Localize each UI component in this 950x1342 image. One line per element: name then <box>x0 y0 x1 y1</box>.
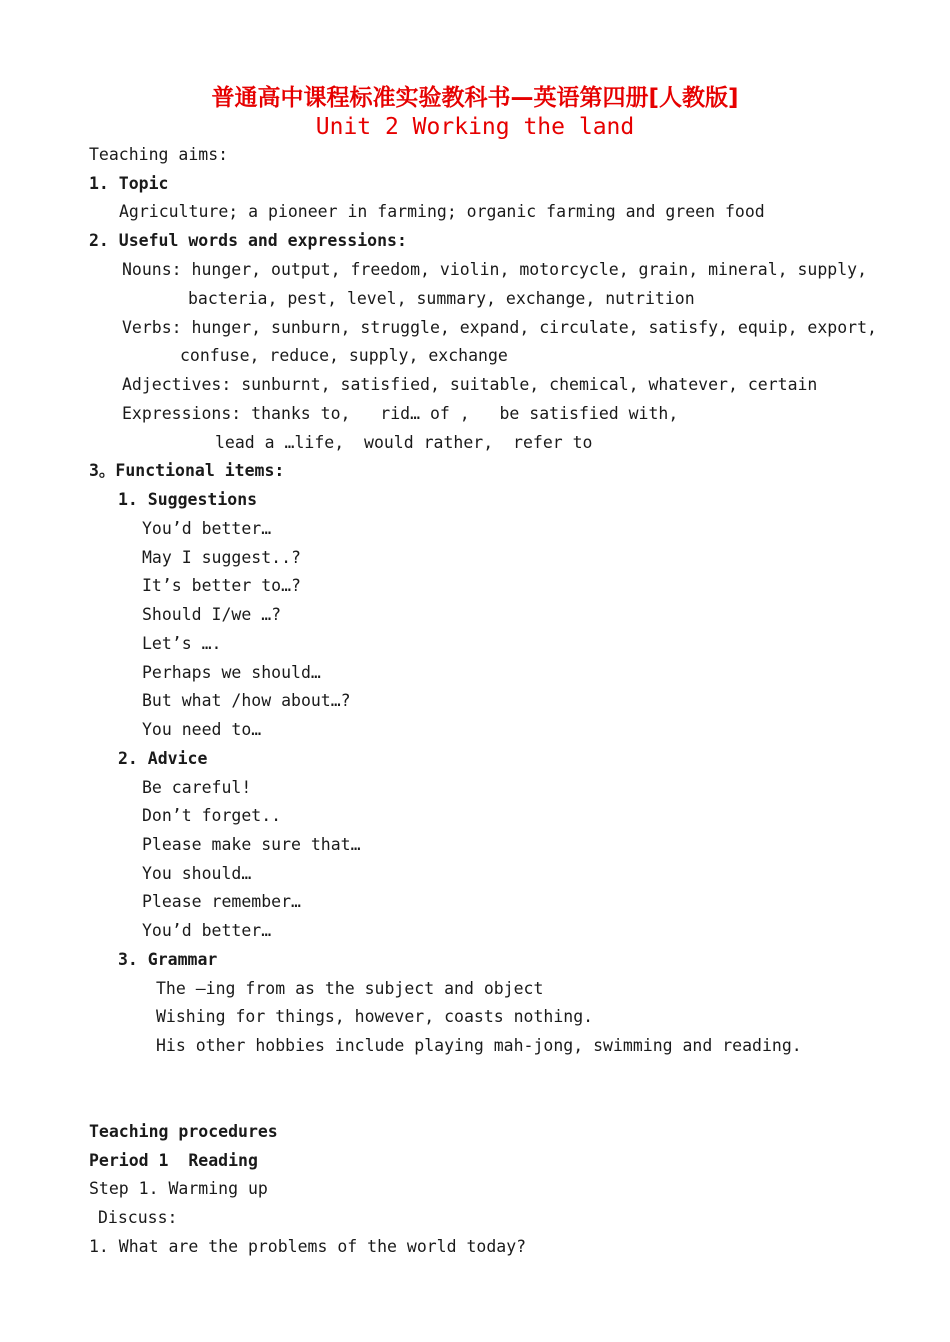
advice-item: Be careful! <box>142 778 252 797</box>
verbs-line-2: confuse, reduce, supply, exchange <box>180 346 508 365</box>
advice-heading: 2. Advice <box>118 749 208 768</box>
discuss-label: Discuss: <box>98 1208 178 1227</box>
document-title-chinese: 普通高中课程标准实验教科书—英语第四册[人教版] <box>211 85 739 111</box>
advice-item: You’d better… <box>142 921 272 940</box>
suggestion-item: Let’s …. <box>142 634 222 653</box>
advice-item: Please remember… <box>142 892 301 911</box>
teaching-procedures-heading: Teaching procedures <box>89 1122 278 1141</box>
advice-item: Please make sure that… <box>142 835 361 854</box>
nouns-line-1: Nouns: hunger, output, freedom, violin, motorcycle, grain, mineral, supply, <box>122 260 868 279</box>
adjectives-line: Adjectives: sunburnt, satisfied, suitable, chemical, whatever, certain <box>122 375 818 394</box>
suggestion-item: May I suggest..? <box>142 548 301 567</box>
grammar-item: His other hobbies include playing mah-jong, swimming and reading. <box>156 1036 802 1055</box>
grammar-heading: 3. Grammar <box>118 950 218 969</box>
suggestion-item: But what /how about…? <box>142 691 351 710</box>
suggestion-item: Perhaps we should… <box>142 663 321 682</box>
grammar-item: The –ing from as the subject and object <box>156 979 544 998</box>
suggestion-item: You need to… <box>142 720 262 739</box>
expressions-line-1: Expressions: thanks to, rid… of , be satisfied with, <box>122 404 679 423</box>
document-title-unit: Unit 2 Working the land <box>315 114 635 140</box>
topic-heading: 1. Topic <box>89 174 169 193</box>
nouns-line-2: bacteria, pest, level, summary, exchange, nutrition <box>188 289 695 308</box>
suggestions-heading: 1. Suggestions <box>118 490 258 509</box>
teaching-aims-heading: Teaching aims: <box>89 145 229 164</box>
grammar-item: Wishing for things, however, coasts nothing. <box>156 1007 594 1026</box>
topic-text: Agriculture; a pioneer in farming; organic farming and green food <box>119 202 765 221</box>
period-heading: Period 1 Reading <box>89 1151 258 1170</box>
useful-words-heading: 2. Useful words and expressions: <box>89 231 407 250</box>
discussion-question: 1. What are the problems of the world today? <box>89 1237 527 1256</box>
verbs-line-1: Verbs: hunger, sunburn, struggle, expand, circulate, satisfy, equip, export, <box>122 318 877 337</box>
expressions-line-2: lead a …life, would rather, refer to <box>215 433 593 452</box>
suggestion-item: It’s better to…? <box>142 576 301 595</box>
advice-item: Don’t forget.. <box>142 806 282 825</box>
suggestion-item: Should I/we …? <box>142 605 282 624</box>
step-heading: Step 1. Warming up <box>89 1179 268 1198</box>
advice-item: You should… <box>142 864 252 883</box>
functional-items-heading: 3。Functional items: <box>89 461 285 480</box>
suggestion-item: You’d better… <box>142 519 272 538</box>
